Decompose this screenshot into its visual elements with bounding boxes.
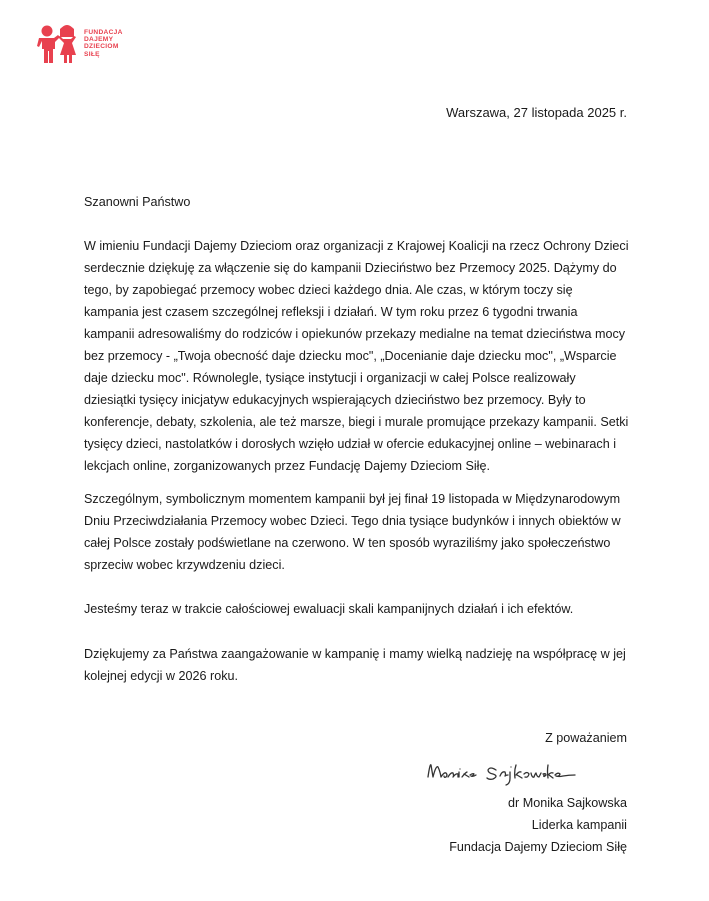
signature-block xyxy=(449,792,627,858)
closing-phrase: Z poważaniem xyxy=(545,731,627,745)
logo-wordmark: FUNDACJA DAJEMY DZIECIOM SIŁĘ xyxy=(84,29,123,58)
two-children-icon xyxy=(36,23,80,65)
paragraph-4: Dziękujemy za Państwa zaangażowanie w kampanię i mamy wielką nadzieję na współpracę w jej kolejnej edycji w 2026 roku. xyxy=(84,647,626,683)
handwritten-signature xyxy=(424,755,629,794)
paragraph-3: Jesteśmy teraz w trakcie całościowej ewaluacji skali kampanijnych działań i ich efektów. xyxy=(84,602,574,616)
signer-organization: Fundacja Dajemy Dzieciom Siłę xyxy=(449,840,627,854)
paragraph-2: Szczególnym, symbolicznym momentem kampanii był jej finał 19 listopada w Międzynarodowym Dniu Przeciwdziałania Przemocy wobec Dzieci. Tego dnia tysiące budynków i innych obiektów w całej Polsce zostały podświetlane na czerwono. W ten sposób wyraziliśmy jako społeczeństwo sprzeciw wobec krzywdzeniu dzieci. xyxy=(84,492,621,572)
letter-date: Warszawa, 27 listopada 2025 r. xyxy=(446,105,627,120)
salutation: Szanowni Państwo xyxy=(84,195,191,209)
paragraph-1: W imieniu Fundacji Dajemy Dzieciom oraz organizacji z Krajowej Koalicji na rzecz Ochrony Dzieci serdecznie dziękuję za włączenie się do kampanii Dzieciństwo bez Przemocy 2025. Dążymy do tego, by zapobiegać przemocy wobec dzieci każdego dnia. Ale czas, w którym toczy się kampania jest czasem szczególnej refleksji i działań. W tym roku przez 6 tygodni trwania kampanii adresowaliśmy do rodziców i opiekunów przekazy medialne na temat dzieciństwa mocy bez przemocy - „Twoja obecność daje dziecku moc", „Docenianie daje dziecku moc", „Wsparcie daje dziecku moc". Równolegle, tysiące instytucji i organizacji w całej Polsce realizowały dziesiątki tysięcy inicjatyw edukacyjnych wspierających dzieciństwo bez przemocy. Były to konferencje, debaty, szkolenia, ale też marsze, biegi i murale promujące przekazy kampanii. Setki tysięcy dzieci, nastolatków i dorosłych wzięło udział w ofercie edukacyjnej online – webinarach i lekcjach online, zorganizowanych przez Fundację Dajemy Dzieciom Siłę. xyxy=(84,239,629,473)
signer-name: dr Monika Sajkowska xyxy=(508,796,627,810)
signer-role: Liderka kampanii xyxy=(531,818,627,832)
foundation-logo xyxy=(36,23,123,65)
